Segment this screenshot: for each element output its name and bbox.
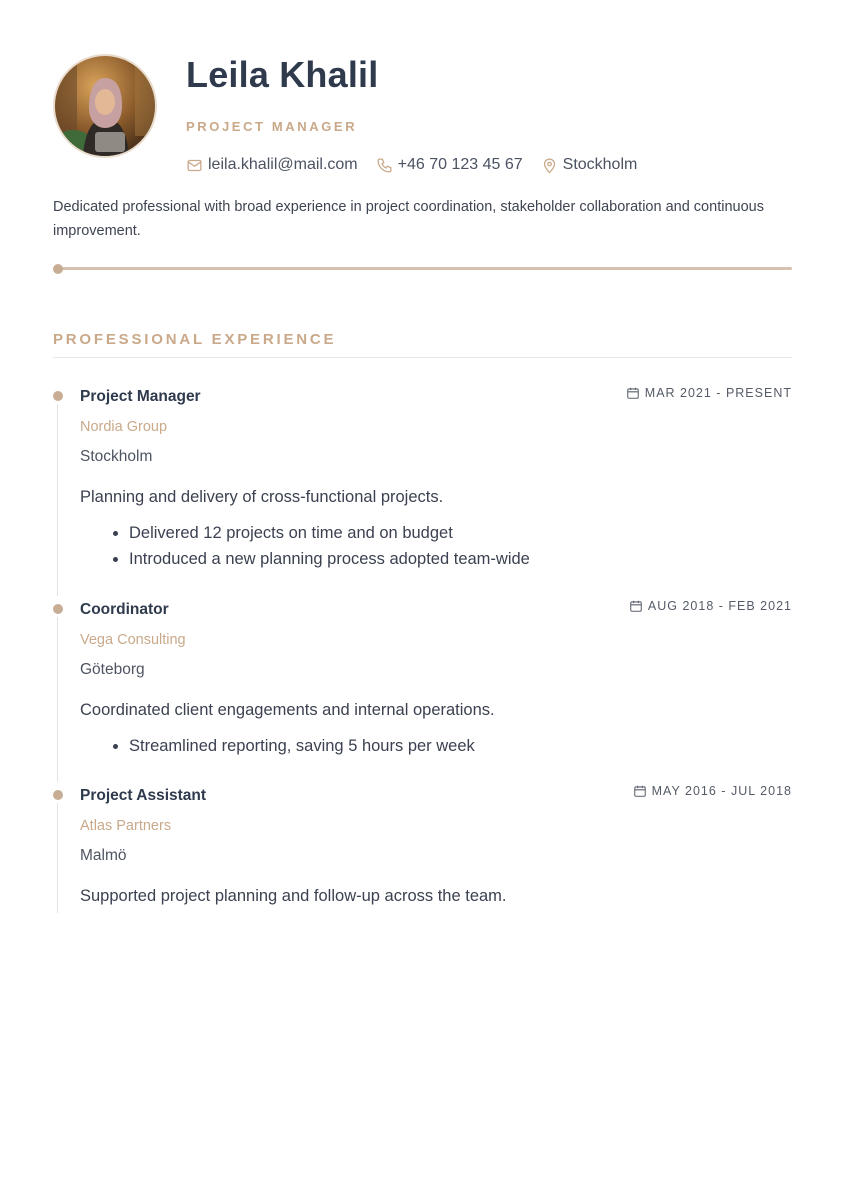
email-text: leila.khalil@mail.com bbox=[208, 156, 358, 173]
mail-icon bbox=[186, 157, 203, 174]
contact-list bbox=[186, 156, 655, 174]
job-description: Planning and delivery of cross-functional projects. bbox=[80, 488, 444, 506]
job-title: Coordinator bbox=[80, 601, 169, 618]
job-date bbox=[626, 386, 792, 400]
section-rule bbox=[53, 357, 792, 358]
contact-email[interactable] bbox=[186, 156, 358, 174]
timeline-dot bbox=[53, 604, 63, 614]
job-description: Coordinated client engagements and internal operations. bbox=[80, 701, 495, 719]
full-name: Leila Khalil bbox=[186, 54, 379, 95]
phone-text: +46 70 123 45 67 bbox=[397, 156, 523, 173]
section-title-experience: PROFESSIONAL EXPERIENCE bbox=[53, 331, 337, 348]
date-text: MAR 2021 - PRESENT bbox=[644, 386, 792, 400]
company-name: Vega Consulting bbox=[80, 632, 186, 648]
map-pin-icon bbox=[541, 157, 558, 174]
job-role: PROJECT MANAGER bbox=[186, 119, 358, 134]
date-text: MAY 2016 - JUL 2018 bbox=[651, 784, 792, 798]
phone-icon bbox=[376, 157, 393, 174]
job-date bbox=[633, 784, 792, 798]
contact-location bbox=[541, 156, 638, 174]
timeline-line bbox=[57, 803, 58, 913]
achievement-item: • Streamlined reporting, saving 5 hours per week bbox=[129, 733, 475, 759]
job-title: Project Manager bbox=[80, 388, 201, 405]
date-text: AUG 2018 - FEB 2021 bbox=[647, 599, 792, 613]
achievement-item: • Delivered 12 projects on time and on budget bbox=[129, 520, 530, 546]
avatar bbox=[53, 54, 157, 158]
location-text: Stockholm bbox=[562, 156, 638, 173]
company-name: Nordia Group bbox=[80, 419, 168, 435]
header-divider bbox=[53, 267, 792, 270]
job-location: Stockholm bbox=[80, 448, 153, 465]
achievement-list bbox=[80, 520, 530, 572]
timeline-dot bbox=[53, 391, 63, 401]
contact-phone[interactable] bbox=[376, 156, 523, 174]
job-location: Göteborg bbox=[80, 661, 145, 678]
divider-dot bbox=[53, 264, 63, 274]
timeline-line bbox=[57, 404, 58, 596]
job-title: Project Assistant bbox=[80, 787, 207, 804]
job-description: Supported project planning and follow-up across the team. bbox=[80, 887, 507, 905]
profile-photo bbox=[55, 56, 155, 156]
timeline-line bbox=[57, 617, 58, 782]
job-location: Malmö bbox=[80, 847, 127, 864]
achievement-item: • Introduced a new planning process adopted team-wide bbox=[129, 546, 530, 572]
profile-summary: Dedicated professional with broad experience in project coordination, stakeholder collaboration and continuous improvement. bbox=[53, 199, 764, 239]
job-date bbox=[629, 599, 792, 613]
achievement-list bbox=[80, 733, 475, 759]
calendar-icon bbox=[629, 599, 643, 613]
calendar-icon bbox=[626, 386, 640, 400]
company-name: Atlas Partners bbox=[80, 818, 172, 834]
timeline-dot bbox=[53, 790, 63, 800]
calendar-icon bbox=[633, 784, 647, 798]
